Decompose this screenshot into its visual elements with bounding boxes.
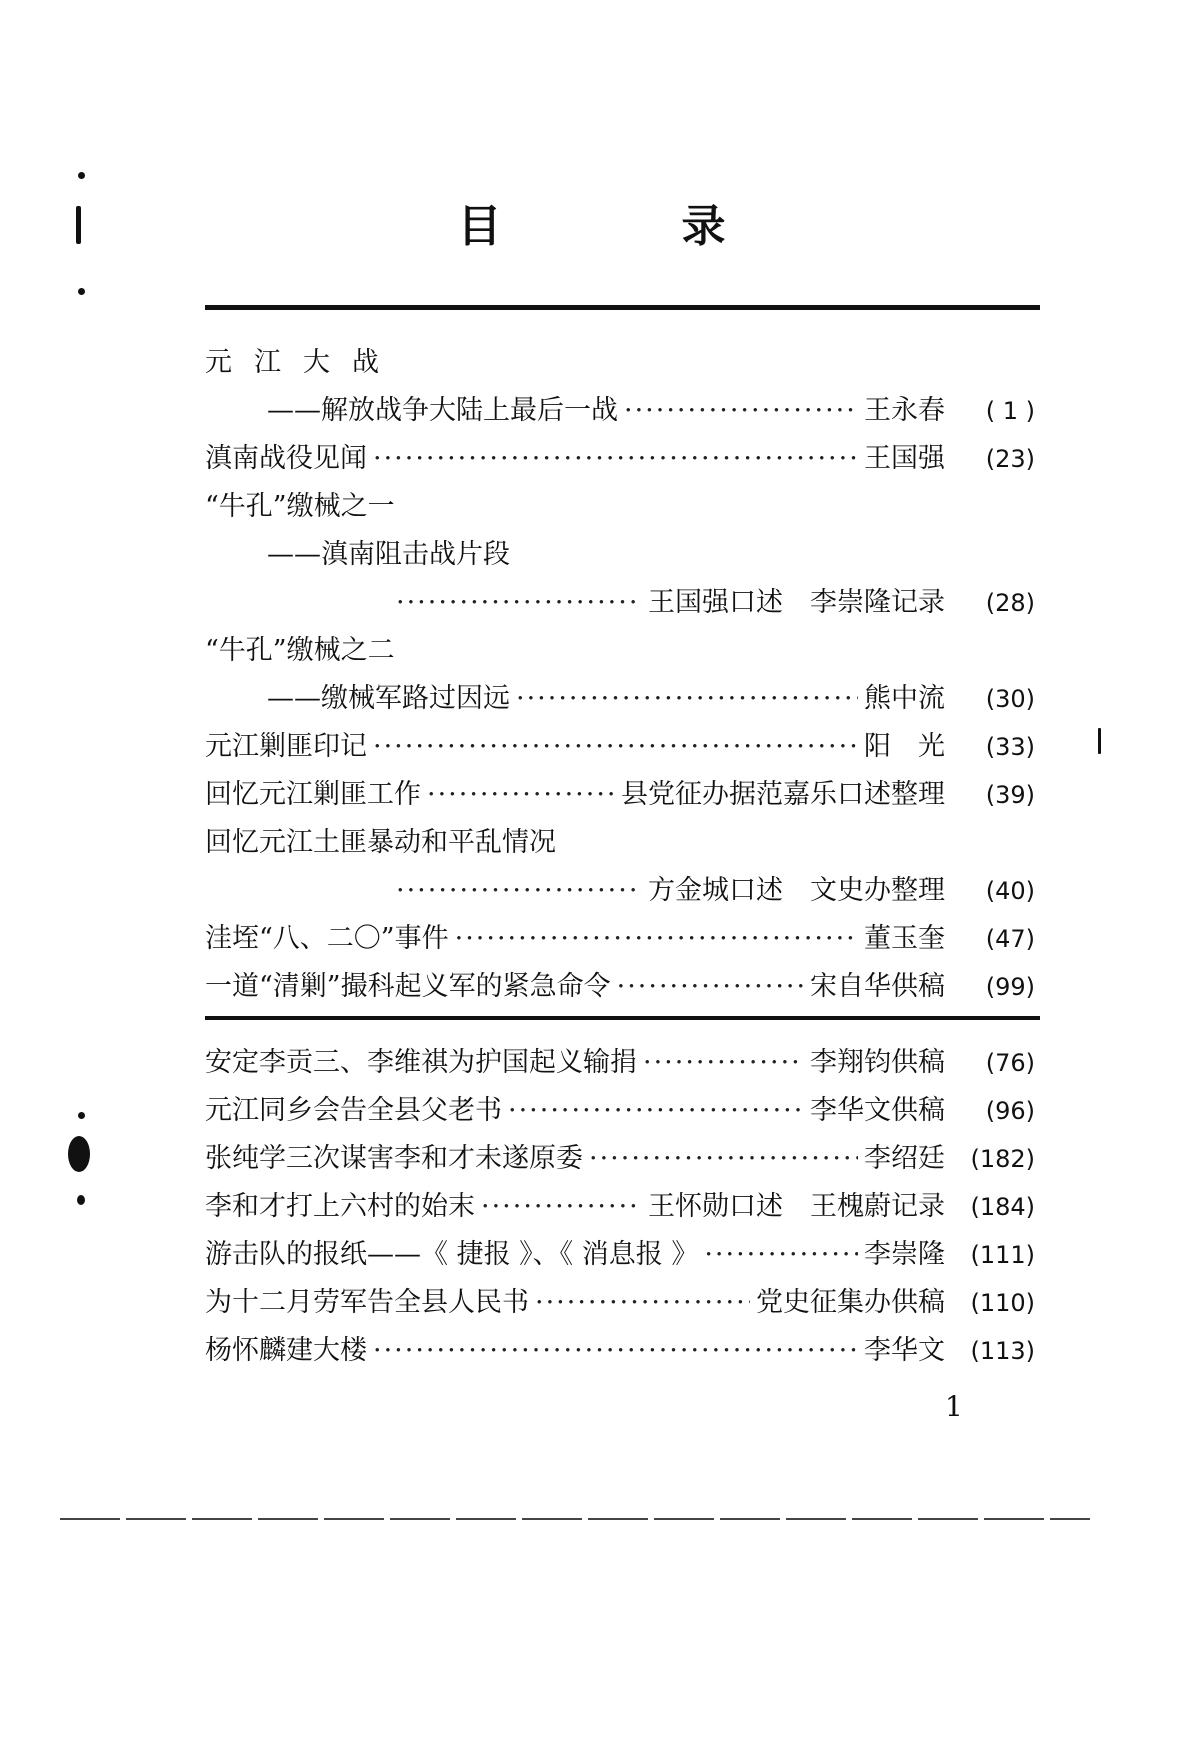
entry-title: 回忆元江土匪暴动和平乱情况: [205, 827, 556, 858]
entry-title: 张纯学三次谋害李和才未遂原委: [205, 1143, 583, 1174]
toc2-entry: [205, 1136, 1035, 1184]
entry-title: 洼垤“八、二〇”事件: [205, 923, 449, 954]
title-char-2: 录: [681, 201, 726, 252]
entry-title: “牛孔”缴械之一: [205, 491, 395, 522]
toc1-entry: [205, 868, 1035, 916]
entry-page: ( 182 ): [945, 1145, 1035, 1173]
toc1-entry: [205, 676, 1035, 724]
entry-title: 滇南战役见闻: [205, 443, 367, 474]
scan-mark: [78, 1112, 85, 1119]
toc2-entry: [205, 1184, 1035, 1232]
entry-author: 李崇隆: [864, 1239, 945, 1270]
page-number: 1: [945, 1390, 963, 1423]
entry-page: ( 184 ): [945, 1193, 1035, 1221]
dot-leader: [396, 587, 642, 618]
toc1-entry: [205, 580, 1035, 628]
entry-page: ( 76 ): [945, 1049, 1035, 1077]
entry-author: 熊中流: [864, 683, 945, 714]
entry-author: 阳 光: [864, 731, 945, 762]
scan-mark: [77, 1195, 85, 1205]
toc1-entry: [205, 772, 1035, 820]
entry-title: 一道“清剿”撮科起义军的紧急命令: [205, 971, 611, 1002]
entry-page: ( 99 ): [945, 973, 1035, 1001]
entry-page: ( 96 ): [945, 1097, 1035, 1125]
entry-author: 王国强口述 李崇隆记录: [648, 587, 945, 618]
entry-author: 党史征集办供稿: [756, 1287, 945, 1318]
entry-author: 王怀勋口述 王槐蔚记录: [648, 1191, 945, 1222]
toc-section-1: [205, 340, 1035, 1012]
toc1-entry: [205, 340, 1035, 388]
page-title: [0, 190, 1183, 254]
dot-leader: [508, 1095, 804, 1126]
entry-page: ( 39 ): [945, 781, 1035, 809]
scan-mark: [68, 1136, 90, 1172]
toc2-entry: [205, 1088, 1035, 1136]
scan-mark: [76, 206, 81, 244]
toc1-entry: [205, 436, 1035, 484]
title-char-1: 目: [457, 201, 502, 252]
scan-mark: [78, 288, 85, 295]
entry-author: 方金城口述 文史办整理: [648, 875, 945, 906]
toc2-entry: [205, 1280, 1035, 1328]
entry-title: 回忆元江剿匪工作: [205, 779, 421, 810]
entry-author: 李华文: [864, 1335, 945, 1366]
entry-page: ( 33 ): [945, 733, 1035, 761]
dot-leader: [516, 683, 858, 714]
toc1-entry: [205, 388, 1035, 436]
entry-page: ( 23 ): [945, 445, 1035, 473]
dot-leader: [643, 1047, 804, 1078]
entry-author: 李华文供稿: [810, 1095, 945, 1126]
entry-author: 王国强: [864, 443, 945, 474]
toc2-entry: [205, 1328, 1035, 1376]
entry-title: 元江同乡会告全县父老书: [205, 1095, 502, 1126]
toc1-entry: [205, 724, 1035, 772]
dot-leader: [624, 395, 858, 426]
toc2-entry: [205, 1040, 1035, 1088]
dot-leader: [617, 971, 804, 1002]
entry-page: ( 111 ): [945, 1241, 1035, 1269]
scan-mark: [1098, 728, 1101, 754]
entry-title: ——解放战争大陆上最后一战: [267, 395, 618, 426]
entry-title: 元江剿匪印记: [205, 731, 367, 762]
entry-title: 杨怀麟建大楼: [205, 1335, 367, 1366]
dot-leader: [704, 1239, 858, 1270]
toc1-entry: [205, 820, 1035, 868]
toc1-entry: [205, 484, 1035, 532]
entry-title: 游击队的报纸——《 捷报 》、《 消息报 》: [205, 1239, 699, 1270]
toc2-entry: [205, 1232, 1035, 1280]
entry-title: ——缴械军路过因远: [267, 683, 510, 714]
entry-page: ( 30 ): [945, 685, 1035, 713]
entry-page: ( 110 ): [945, 1289, 1035, 1317]
entry-page: ( 28 ): [945, 589, 1035, 617]
section-divider: [205, 1016, 1040, 1020]
dot-leader: [481, 1191, 642, 1222]
entry-page: ( 113 ): [945, 1337, 1035, 1365]
toc1-entry: [205, 532, 1035, 580]
dot-leader: [589, 1143, 858, 1174]
top-rule: [205, 305, 1040, 310]
dot-leader: [373, 731, 858, 762]
dot-leader: [455, 923, 858, 954]
entry-title: 安定李贡三、李维祺为护国起义输捐: [205, 1047, 637, 1078]
entry-author: 李翔钧供稿: [810, 1047, 945, 1078]
dot-leader: [396, 875, 642, 906]
toc-section-2: [205, 1040, 1035, 1376]
entry-author: 宋自华供稿: [810, 971, 945, 1002]
entry-page: ( 1 ): [945, 397, 1035, 425]
bottom-rule: [60, 1518, 1090, 1520]
entry-title: “牛孔”缴械之二: [205, 635, 395, 666]
entry-author: 王永春: [864, 395, 945, 426]
dot-leader: [535, 1287, 750, 1318]
scan-mark: [78, 172, 85, 179]
entry-author: 县党征办据范嘉乐口述整理: [621, 779, 945, 810]
entry-title: 为十二月劳军告全县人民书: [205, 1287, 529, 1318]
entry-title: 元江大战: [205, 347, 401, 378]
toc1-entry: [205, 916, 1035, 964]
toc1-entry: [205, 628, 1035, 676]
entry-page: ( 47 ): [945, 925, 1035, 953]
entry-author: 董玉奎: [864, 923, 945, 954]
entry-title: 李和才打上六村的始末: [205, 1191, 475, 1222]
dot-leader: [373, 1335, 858, 1366]
entry-author: 李绍廷: [864, 1143, 945, 1174]
dot-leader: [427, 779, 615, 810]
dot-leader: [373, 443, 858, 474]
toc1-entry: [205, 964, 1035, 1012]
entry-title: ——滇南阻击战片段: [267, 539, 510, 570]
entry-page: ( 40 ): [945, 877, 1035, 905]
